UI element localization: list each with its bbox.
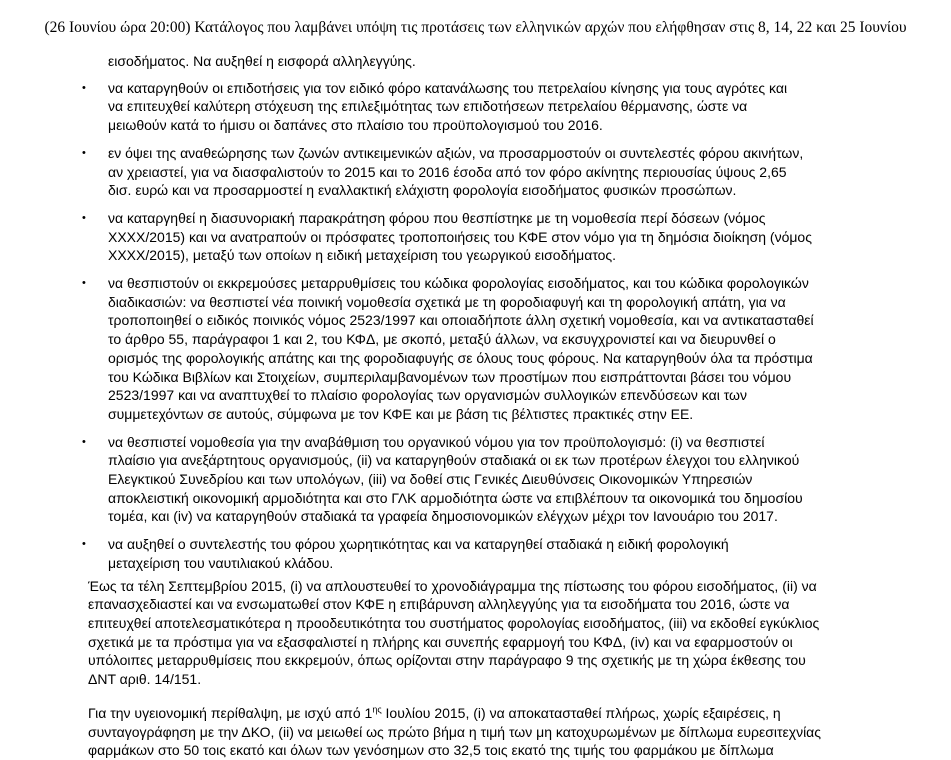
text-line: πλαίσιο για ανεξάρτητους οργανισμούς, (ii) να καταργηθούν σταδιακά οι εκ των προτέρων έλεγχοι του ελληνικού bbox=[108, 452, 800, 469]
bullet-text bbox=[108, 274, 908, 424]
text-line: να θεσπιστεί νομοθεσία για την αναβάθμιση του οργανικού νόμου για τον προϋπολογισμό: (i) να θεσπιστεί bbox=[108, 433, 765, 450]
bullet-dot: • bbox=[82, 211, 86, 224]
text-line: δισ. ευρώ και να προσαρμοστεί η εναλλακτική ελάχιστη φορολογία εισοδήματος φυσικών προσώπων. bbox=[108, 182, 737, 199]
text-line: αποκλειστική οικονομική αρμοδιότητα και στο ΓΛΚ αρμοδιότητα ώστε να επιβλέπουν τα οικονομικά του δημοσίου bbox=[108, 489, 803, 506]
bullet-dot: • bbox=[82, 277, 86, 290]
bullet-text bbox=[108, 433, 908, 527]
text-line: να επιτευχθεί καλύτερη στόχευση της επιλεξιμότητας των επιδοτήσεων πετρελαίου θέρμανσης, ώστε να bbox=[108, 98, 748, 115]
text-line: XXXX/2015) και να ανατραπούν οι πρόσφατες τροποποιήσεις του ΚΦΕ στον νόμο για τη δημόσια διοίκηση (νόμος bbox=[108, 228, 812, 245]
text-line: ορισμός της φορολογικής απάτης και της φοροδιαφυγής σε όλους τους φόρους. Να καταργηθούν όλα τα πρόστιμα bbox=[108, 349, 813, 366]
bullet-dot: • bbox=[82, 435, 86, 448]
bullet-text bbox=[108, 144, 908, 200]
document-header bbox=[0, 18, 951, 38]
text-line: μεταχείριση του ναυτιλιακού κλάδου. bbox=[108, 554, 334, 571]
bullet-item bbox=[82, 209, 908, 265]
text-line: σχετικά με τα πρόστιμα για να εξασφαλιστεί η πλήρης και συνεπής εφαρμογή του ΚΦΔ, (iv) και να εφαρμοστούν οι bbox=[88, 633, 793, 650]
text-line: συμμετεχόντων σε αυτούς, σύμφωνα με τον ΚΦΕ και με βάση τις βέλτιστες πρακτικές στην ΕΕ. bbox=[108, 405, 694, 422]
paragraph-healthcare bbox=[88, 704, 898, 760]
bullet-text bbox=[108, 79, 908, 135]
text-line: να θεσπιστούν οι εκκρεμούσες μεταρρυθμίσεις του κώδικα φορολογίας εισοδήματος, και του κώδικα φορολογικών bbox=[108, 275, 809, 292]
bullet-item bbox=[82, 79, 908, 135]
text-line: επιτευχθεί αποτελεσματικότερα η προοδευτικότητα του συστήματος φορολογίας εισοδήματος, (iii) να εκδοθεί εγκύκλιος bbox=[88, 614, 820, 631]
text-line: υπόλοιπες μεταρρυθμίσεις που εκκρεμούν, όπως ορίζονται στην παράγραφο 9 της σχετικής με τη χώρα έκθεσης του bbox=[88, 652, 806, 669]
bullet-item bbox=[82, 535, 908, 572]
text-line: φαρμάκων στο 50 τοις εκατό και όλων των γενόσημων στο 32,5 τοις εκατό της τιμής του φαρμάκου με δίπλωμα bbox=[88, 742, 774, 759]
text-line: εν όψει της αναθεώρησης των ζωνών αντικειμενικών αξιών, να προσαρμοστούν οι συντελεστές φόρου ακινήτων, bbox=[108, 144, 804, 161]
text-line: να αυξηθεί ο συντελεστής του φόρου χωρητικότητας και να καταργηθεί σταδιακά η ειδική φορολογική bbox=[108, 536, 729, 553]
continuation-line: εισοδήματος. Να αυξηθεί η εισφορά αλληλεγγύης. bbox=[108, 53, 416, 69]
text-line: ΔΝΤ αριθ. 14/151. bbox=[88, 671, 202, 688]
text-line: Ελεγκτικού Συνεδρίου και των υπολόγων, (iii) να δοθεί στις Γενικές Διευθύνσεις Οικονομικών Υπηρεσιών bbox=[108, 471, 753, 488]
bullet-dot: • bbox=[82, 146, 86, 159]
text-line: μειωθούν κατά το ήμισυ οι δαπάνες στο πλαίσιο του προϋπολογισμού του 2016. bbox=[108, 117, 603, 134]
text-line: να καταργηθεί η διασυνοριακή παρακράτηση φόρου που θεσπίστηκε με τη νομοθεσία περί δόσεων (νόμος bbox=[108, 209, 766, 226]
bullet-text bbox=[108, 535, 908, 572]
text-line bbox=[88, 704, 898, 723]
header-caption: (26 Ιουνίου ώρα 20:00) Κατάλογος που λαμβάνει υπόψη τις προτάσεις των ελληνικών αρχών που ελήφθησαν στις 8, 14, 22 και 25 Ιουνίου bbox=[44, 19, 907, 36]
text-line: αν χρειαστεί, για να διασφαλιστούν το 2015 και το 2016 έσοδα από τον φόρο ακίνητης περιουσίας ύψους 2,65 bbox=[108, 163, 787, 180]
text-line: συνταγογράφηση με την ΔΚΟ, (ii) να μειωθεί ως πρώτο βήμα η τιμή των μη κατοχυρωμένων με δίπλωμα ευρεσιτεχνίας bbox=[88, 723, 822, 740]
text-line: του Κώδικα Βιβλίων και Στοιχείων, συμπεριλαμβανομένων των προστίμων που εισπράττονται βάσει του νόμου bbox=[108, 368, 792, 385]
text-line: διαδικασιών: να θεσπιστεί νέα ποινική νομοθεσία σχετικά με τη φοροδιαφυγή και τη φορολογική απάτη, για να bbox=[108, 293, 786, 310]
text-line: τομέα, και (iv) να καταργηθούν σταδιακά τα γραφεία δημοσιονομικών ελέγχων μέχρι τον Ιανουάριο του 2017. bbox=[108, 508, 778, 525]
bullet-text bbox=[108, 209, 908, 265]
text-line: επανασχεδιαστεί και να ενσωματωθεί στον ΚΦΕ η επιβάρυνση αλληλεγγύης για τα εισοδήματα του 2016, ώστε να bbox=[88, 596, 790, 613]
text-line: το άρθρο 55, παράγραφοι 1 και 2, του ΚΦΔ, με σκοπό, μεταξύ άλλων, να εκσυγχρονιστεί και να διευρυνθεί ο bbox=[108, 331, 776, 348]
bullet-dot: • bbox=[82, 81, 86, 94]
bullet-item bbox=[82, 144, 908, 200]
text-line: XXXX/2015), μεταξύ των οποίων η ειδική μεταχείριση του γεωργικού εισοδήματος. bbox=[108, 247, 617, 264]
text-segment: Για την υγειονομική περίθαλψη, με ισχύ από 1 bbox=[88, 704, 373, 721]
text-segment: Ιουλίου 2015, (i) να αποκατασταθεί πλήρως, χωρίς εξαιρέσεις, η bbox=[381, 704, 781, 721]
text-line: Έως τα τέλη Σεπτεμβρίου 2015, (i) να απλουστευθεί το χρονοδιάγραμμα της πίστωσης του φόρου εισοδήματος, (ii) να bbox=[88, 577, 817, 594]
text-line: 2523/1997 και να αναπτυχθεί το πλαίσιο φορολογίας των οργανισμών συλλογικών επενδύσεων και των bbox=[108, 387, 747, 404]
bullet-item bbox=[82, 433, 908, 527]
text-line: τροποποιηθεί ο ειδικός ποινικός νόμος 2523/1997 και οποιαδήποτε άλλη σχετική νομοθεσία, και να αντικατασταθεί bbox=[108, 312, 814, 329]
document-body bbox=[0, 52, 951, 760]
text-line: να καταργηθούν οι επιδοτήσεις για τον ειδικό φόρο κατανάλωσης του πετρελαίου κίνησης για τους αγρότες και bbox=[108, 79, 788, 96]
paragraph-september bbox=[88, 577, 898, 689]
bullet-dot: • bbox=[82, 538, 86, 551]
superscript: ης bbox=[372, 704, 382, 715]
bullet-item bbox=[82, 274, 908, 424]
